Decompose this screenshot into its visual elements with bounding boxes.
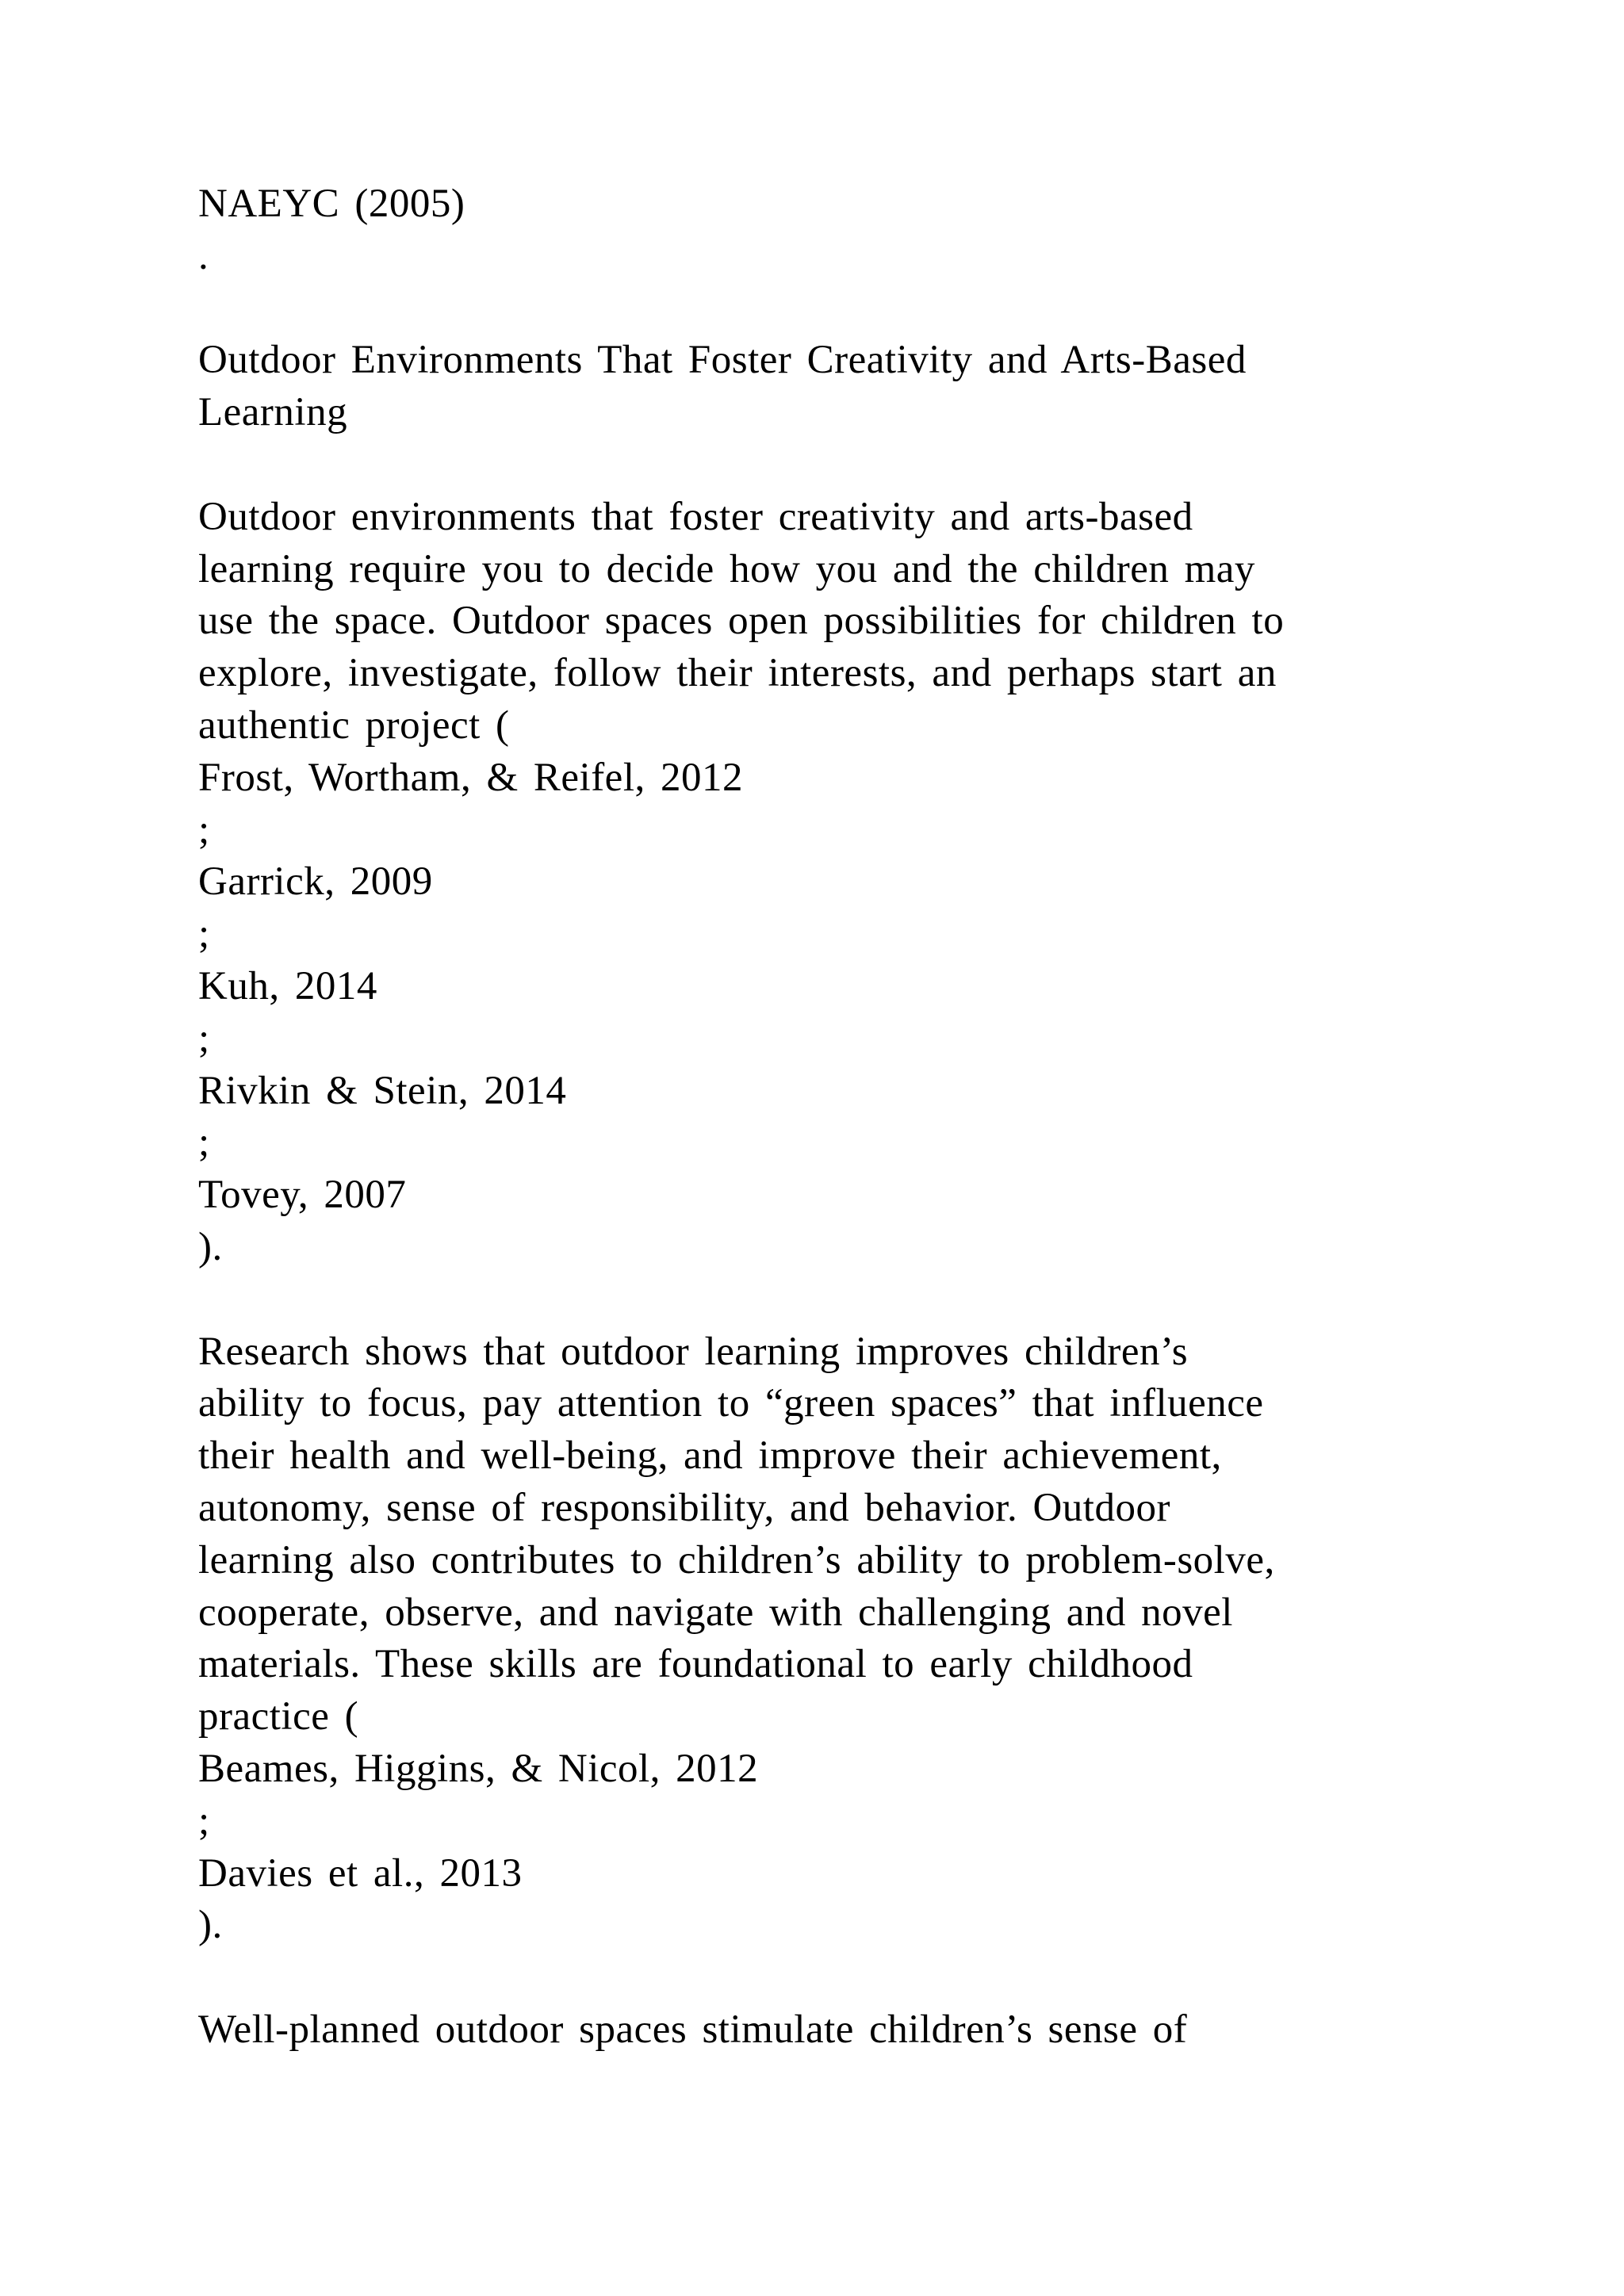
citation-entry: Rivkin & Stein, 2014 bbox=[198, 1068, 567, 1113]
citation-separator: ; bbox=[198, 1120, 210, 1165]
paragraph-2-line: materials. These skills are foundational to early childhood bbox=[198, 1642, 1193, 1687]
citation-close: ). bbox=[198, 1224, 223, 1269]
paragraph-2-line: Research shows that outdoor learning improves children’s bbox=[198, 1329, 1189, 1374]
paragraph-1-line: authentic project ( bbox=[198, 702, 510, 748]
citation-close: ). bbox=[198, 1903, 223, 1948]
citation-entry: Beames, Higgins, & Nicol, 2012 bbox=[198, 1746, 759, 1791]
citation-entry: Garrick, 2009 bbox=[198, 859, 433, 905]
section-title-line-2: Learning bbox=[198, 390, 348, 435]
section-title-line-1: Outdoor Environments That Foster Creativity and Arts-Based bbox=[198, 338, 1247, 383]
citation-entry: Tovey, 2007 bbox=[198, 1173, 407, 1218]
paragraph-1-line: use the space. Outdoor spaces open possibilities for children to bbox=[198, 599, 1285, 644]
paragraph-2-line: cooperate, observe, and navigate with challenging and novel bbox=[198, 1590, 1233, 1635]
paragraph-1-line: Outdoor environments that foster creativity and arts-based bbox=[198, 494, 1193, 539]
paragraph-2-line: autonomy, sense of responsibility, and behavior. Outdoor bbox=[198, 1485, 1170, 1530]
document-body bbox=[198, 178, 1483, 2057]
paragraph-3-line: Well-planned outdoor spaces stimulate children’s sense of bbox=[198, 2007, 1188, 2052]
paragraph-1-line: learning require you to decide how you and the children may bbox=[198, 546, 1255, 591]
paragraph-2-line: practice ( bbox=[198, 1694, 359, 1739]
citation-entry: Frost, Wortham, & Reifel, 2012 bbox=[198, 755, 743, 800]
paragraph-gap bbox=[198, 439, 1483, 492]
citation-separator: ; bbox=[198, 1016, 210, 1061]
paragraph-gap bbox=[198, 283, 1483, 335]
citation-separator: ; bbox=[198, 912, 210, 957]
paragraph-1-line: explore, investigate, follow their interests, and perhaps start an bbox=[198, 651, 1277, 696]
paragraph-gap bbox=[198, 1274, 1483, 1326]
header-period: . bbox=[198, 233, 209, 278]
paragraph-2-line: their health and well-being, and improve their achievement, bbox=[198, 1433, 1222, 1479]
paragraph-gap bbox=[198, 1952, 1483, 2004]
citation-entry: Davies et al., 2013 bbox=[198, 1850, 523, 1896]
citation-entry: Kuh, 2014 bbox=[198, 963, 377, 1008]
header-citation: NAEYC (2005) bbox=[198, 182, 465, 226]
paragraph-2-line: ability to focus, pay attention to “green spaces” that influence bbox=[198, 1381, 1264, 1426]
citation-separator: ; bbox=[198, 1798, 210, 1843]
citation-separator: ; bbox=[198, 807, 210, 852]
paragraph-2-line: learning also contributes to children’s ability to problem-solve, bbox=[198, 1537, 1275, 1582]
